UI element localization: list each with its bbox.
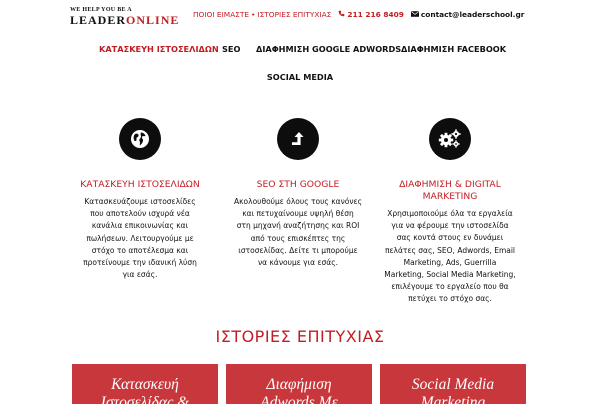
nav-item-seo[interactable]: SEO: [222, 44, 241, 54]
story-card-subtitle: Marketing: [420, 394, 486, 411]
story-card[interactable]: [380, 364, 526, 411]
globe-icon: [130, 129, 150, 149]
story-card[interactable]: [226, 364, 372, 411]
feature-title: SEO ΣΤΗ GOOGLE: [256, 179, 340, 190]
logo[interactable]: [70, 7, 186, 27]
feature-digital-marketing: [380, 118, 520, 306]
story-card-subtitle: Ιστοσελίδας &: [100, 394, 190, 411]
link-separator: •: [251, 10, 256, 19]
link-success-stories[interactable]: ΙΣΤΟΡΙΕΣ ΕΠΙΤΥΧΙΑΣ: [257, 10, 332, 19]
story-card[interactable]: [72, 364, 218, 411]
phone-contact[interactable]: [338, 10, 404, 19]
phone-icon: [338, 10, 345, 19]
logo-tagline: WE HELP YOU BE A: [70, 7, 132, 13]
nav-row: [0, 40, 600, 60]
nav-item-web-design[interactable]: ΚΑΤΑΣΚΕΥΗ ΙΣΤΟΣΕΛΙΔΩΝ: [99, 44, 219, 54]
section-title: ΙΣΤΟΡΙΕΣ ΕΠΙΤΥΧΙΑΣ: [215, 327, 385, 346]
email-address: contact@leaderschool.gr: [420, 10, 525, 19]
feature-web-design: [70, 118, 210, 281]
arrow-up-icon: [289, 130, 307, 148]
story-card-title: Διαφήμιση: [266, 376, 332, 393]
story-card-title: Social Media: [411, 376, 495, 393]
story-card-subtitle: Adwords Με: [260, 394, 338, 411]
feature-description: Χρησιμοποιούμε όλα τα εργαλεία για να φέρουμε την ιστοσελίδα σας κοντά στους εν δυνάμει πελάτες σας, SEO, Adwords, Email Marketing, Ads, Guerrilla Marketing, Social Media Marketing, επιλέγουμε το εργαλείο που θα πετύχει το στόχο σας.: [384, 209, 516, 304]
nav-row: [0, 72, 600, 82]
phone-number: 211 216 8409: [347, 10, 404, 19]
envelope-icon: [411, 10, 419, 19]
feature-seo: [228, 118, 368, 269]
feature-title: ΔΙΑΦΗΜΙΣΗ & DIGITAL MARKETING: [399, 179, 501, 202]
email-contact[interactable]: [411, 10, 525, 19]
story-card-title: Κατασκευή: [111, 376, 179, 393]
gears-icon: [437, 127, 463, 151]
top-bar: [0, 0, 600, 28]
feature-title: ΚΑΤΑΣΚΕΥΗ ΙΣΤΟΣΕΛΙΔΩΝ: [80, 179, 200, 190]
link-about[interactable]: ΠΟΙΟΙ ΕΙΜΑΣΤΕ: [193, 10, 250, 19]
logo-wordmark: LEADERONLINE: [70, 13, 180, 27]
feature-icon-circle: [429, 118, 471, 160]
nav-item-facebook[interactable]: ΔΙΑΦΗΜΙΣΗ FACEBOOK: [401, 44, 507, 54]
feature-icon-circle: [277, 118, 319, 160]
feature-description: Κατασκευάζουμε ιστοσελίδες που αποτελούν ισχυρά νέα κανάλια επικοινωνίας και πωλήσεων. Λειτουργούμε με στόχο το αποτέλεσμα και προτείνουμε την ιδανική λύση για εσάς.: [83, 197, 197, 280]
nav-item-google-adwords[interactable]: ΔΙΑΦΗΜΙΣΗ GOOGLE ADWORDS: [256, 44, 402, 54]
feature-icon-circle: [119, 118, 161, 160]
feature-description: Ακολουθούμε όλους τους κανόνες και πετυχαίνουμε υψηλή θέση στη μηχανή αναζήτησης και ROI από τους επισκέπτες της ιστοσελίδας. Δείτε τι μπορούμε να κάνουμε για εσάς.: [234, 197, 362, 268]
nav-item-social-media[interactable]: SOCIAL MEDIA: [266, 72, 334, 82]
top-links: [193, 10, 524, 19]
